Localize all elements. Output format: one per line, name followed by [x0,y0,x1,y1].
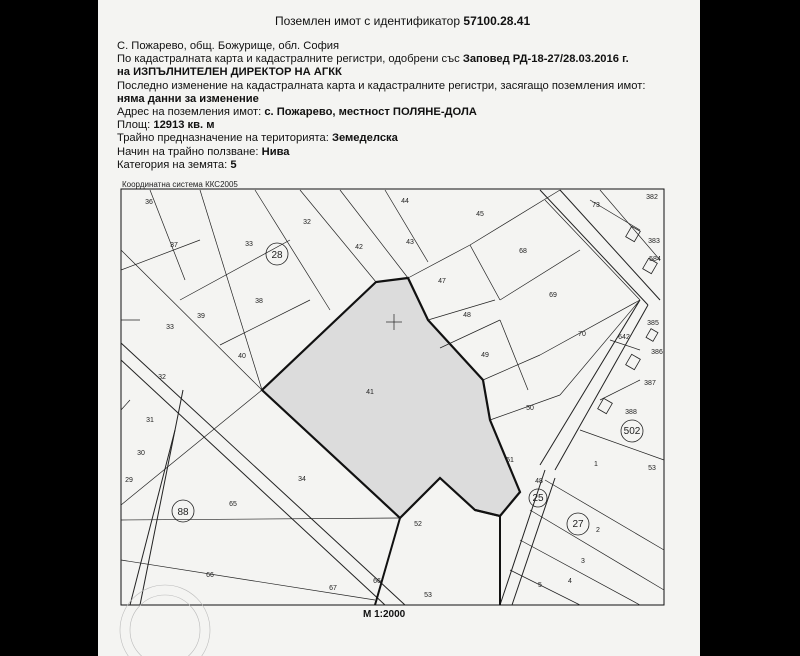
purpose-line: Трайно предназначение на територията: Земеделска [117,132,398,145]
parcel-label: 28 [271,250,283,261]
parcel-label: 32 [158,374,166,381]
parcel-label: 4 [568,578,572,585]
map-scale: М 1:2000 [363,609,406,620]
parcel-label: 39 [197,313,205,320]
parcel-label: 67 [329,585,337,592]
parcel-label: 33 [166,324,174,331]
parcel-label: 385 [647,320,659,327]
parcel-label: 382 [646,194,658,201]
parcel-label: 69 [549,292,557,299]
category-line: Категория на земята: 5 [117,158,237,171]
parcel-label: 387 [644,380,656,387]
parcel-label: 88 [177,507,189,518]
parcel-label: 52 [414,521,422,528]
parcel-label: 30 [137,450,145,457]
parcel-label: 43 [406,239,414,246]
parcel-label: 34 [298,476,306,483]
watermark-seal [120,585,210,656]
parcel-label: 73 [592,202,600,209]
parcel-label: 38 [255,298,263,305]
parcel-label: 48 [535,478,543,485]
last-change-label: Последно изменение на кадастралната карта и кадастралните регистри, засягащо поземления имот: [117,79,646,92]
parcel-label: 386 [651,349,663,356]
location-line: С. Пожарево, общ. Божурище, обл. София [117,40,340,52]
director-line: на ИЗПЪЛНИТЕЛЕН ДИРЕКТОР НА АГКК [117,66,342,79]
parcel-label: 41 [366,389,374,396]
parcel-label: 33 [245,241,253,248]
parcel-label: 3 [581,558,585,565]
parcel-label: 642 [618,334,630,341]
address-line: Адрес на поземления имот: с. Пожарево, местност ПОЛЯНЕ-ДОЛА [117,106,477,119]
parcel-label: 53 [648,465,656,472]
parcel-label: 70 [578,331,586,338]
area-line: Площ: 12913 кв. м [117,119,215,132]
parcel-label: 48 [463,312,471,319]
parcel-label: 49 [481,352,489,359]
parcel-label: 68 [519,248,527,255]
parcel-label: 36 [145,199,153,206]
parcel-label: 53 [424,592,432,599]
title-prefix: Поземлен имот с идентификатор [275,14,461,28]
parcel-label: 51 [506,457,514,464]
parcel-label: 31 [146,417,154,424]
parcel-label: 44 [401,198,409,205]
boundary-52-right [475,510,500,605]
parcel-label: 47 [438,278,446,285]
parcel-label: 65 [229,501,237,508]
parcel-label: 25 [532,493,544,504]
parcel-label: 383 [648,238,660,245]
parcel-label: 29 [125,477,133,484]
parcel-label: 502 [623,426,641,437]
parcel-label: 584 [649,256,661,263]
usage-line: Начин на трайно ползване: Нива [117,145,290,158]
parcel-label: 37 [170,242,178,249]
parcel-label: 388 [625,409,637,416]
parcel-label: 1 [594,461,598,468]
parcel-label: 2 [596,527,600,534]
parcel-label: 5 [538,582,542,589]
parcel-label: 45 [476,211,484,218]
parcel-label: 50 [526,405,534,412]
parcel-label: 42 [355,244,363,251]
parcel-label: 66 [206,572,214,579]
last-change-value: няма данни за изменение [117,92,259,105]
parcel-label: 32 [303,219,311,226]
map-approval-line: По кадастралната карта и кадастралните регистри, одобрени със Заповед РД-18-27/28.03.2016 г. [117,53,629,66]
parcel-label: 40 [238,353,246,360]
parcel-identifier: 57100.28.41 [463,14,531,28]
coordinate-system: Координатна система ККС2005 [122,180,238,189]
parcel-label: 66 [373,578,381,585]
boundary-52-left [375,518,400,605]
parcel-label: 27 [572,519,584,530]
